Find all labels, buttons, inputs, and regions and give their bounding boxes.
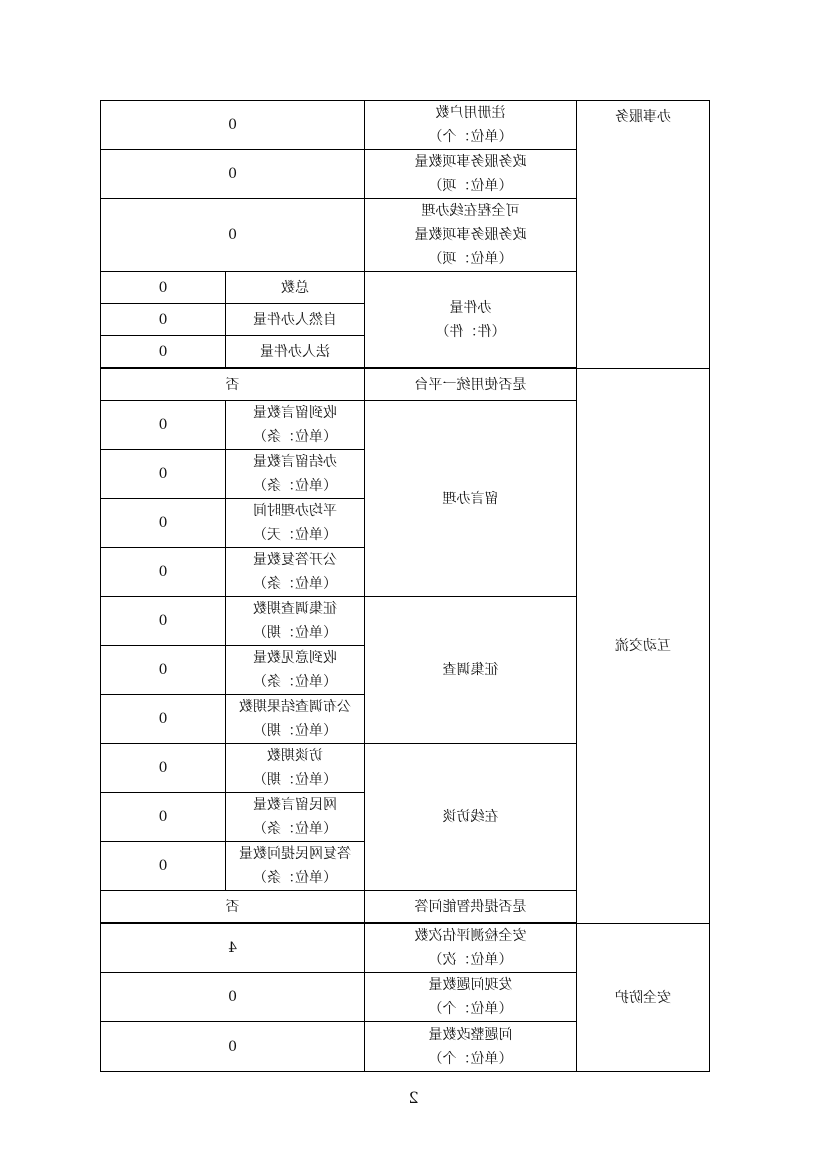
sub-value: 0 xyxy=(100,499,225,548)
row-value: 否 xyxy=(100,891,364,923)
category-interaction: 互动交流 xyxy=(577,369,710,924)
sub-value: 0 xyxy=(100,336,225,368)
sub-value: 0 xyxy=(100,272,225,304)
sub-label: 收到留言数量 （单位：条） xyxy=(226,401,365,450)
row-value: 0 xyxy=(100,150,364,199)
sub-label: 网民留言数量 （单位：条） xyxy=(226,793,365,842)
row-value: 0 xyxy=(100,973,364,1022)
table-row xyxy=(100,924,709,973)
page-number: 2 xyxy=(408,1088,419,1107)
statistics-table xyxy=(100,100,710,1072)
sub-label: 收到意见数量 （单位：条） xyxy=(226,646,365,695)
category-security: 安全防护 xyxy=(577,924,710,1072)
sub-value: 0 xyxy=(100,401,225,450)
row-label: 安全检测评估次数 （单位：次） xyxy=(365,924,577,973)
row-value: 0 xyxy=(100,199,364,272)
table-row xyxy=(100,369,709,401)
group-label-interview: 在线访谈 xyxy=(365,744,577,891)
row-value: 4 xyxy=(100,924,364,973)
sub-label: 平均办理时间 （单位：天） xyxy=(226,499,365,548)
row-label: 可全程在线办理 政务服务事项数量 （单位：项） xyxy=(365,199,577,272)
table-row xyxy=(100,101,709,150)
row-label: 问题整改数量 （单位：个） xyxy=(365,1022,577,1072)
row-label: 政务服务事项数量 （单位：项） xyxy=(365,150,577,199)
sub-label: 法人办件量 xyxy=(226,336,365,368)
sub-label: 征集调查期数 （单位：期） xyxy=(226,597,365,646)
sub-label: 公开答复数量 （单位：条） xyxy=(226,548,365,597)
row-label: 注册用户数 （单位：个） xyxy=(365,101,577,150)
group-label-messages: 留言办理 xyxy=(365,401,577,597)
row-label: 是否使用统一平台 xyxy=(365,369,577,401)
sub-label: 总数 xyxy=(226,272,365,304)
category-office-service: 办事服务 xyxy=(577,101,710,369)
sub-value: 0 xyxy=(100,695,225,744)
sub-label: 办结留言数量 （单位：条） xyxy=(226,450,365,499)
sub-value: 0 xyxy=(100,842,225,891)
sub-label: 公布调查结果期数 （单位：期） xyxy=(226,695,365,744)
sub-value: 0 xyxy=(100,646,225,695)
sub-value: 0 xyxy=(100,597,225,646)
group-label-survey: 征集调查 xyxy=(365,597,577,744)
row-label: 发现问题数量 （单位：个） xyxy=(365,973,577,1022)
row-label: 是否提供智能问答 xyxy=(365,891,577,923)
group-label-cases: 办件量 （件：件） xyxy=(365,272,577,368)
sub-value: 0 xyxy=(100,793,225,842)
sub-label: 访谈期数 （单位：期） xyxy=(226,744,365,793)
row-value: 0 xyxy=(100,1022,364,1072)
row-value: 否 xyxy=(100,369,364,401)
sub-value: 0 xyxy=(100,304,225,336)
sub-label: 答复网民提问数量 （单位：条） xyxy=(226,842,365,891)
row-value: 0 xyxy=(100,101,364,150)
sub-label: 自然人办件量 xyxy=(226,304,365,336)
sub-value: 0 xyxy=(100,548,225,597)
sub-value: 0 xyxy=(100,450,225,499)
sub-value: 0 xyxy=(100,744,225,793)
